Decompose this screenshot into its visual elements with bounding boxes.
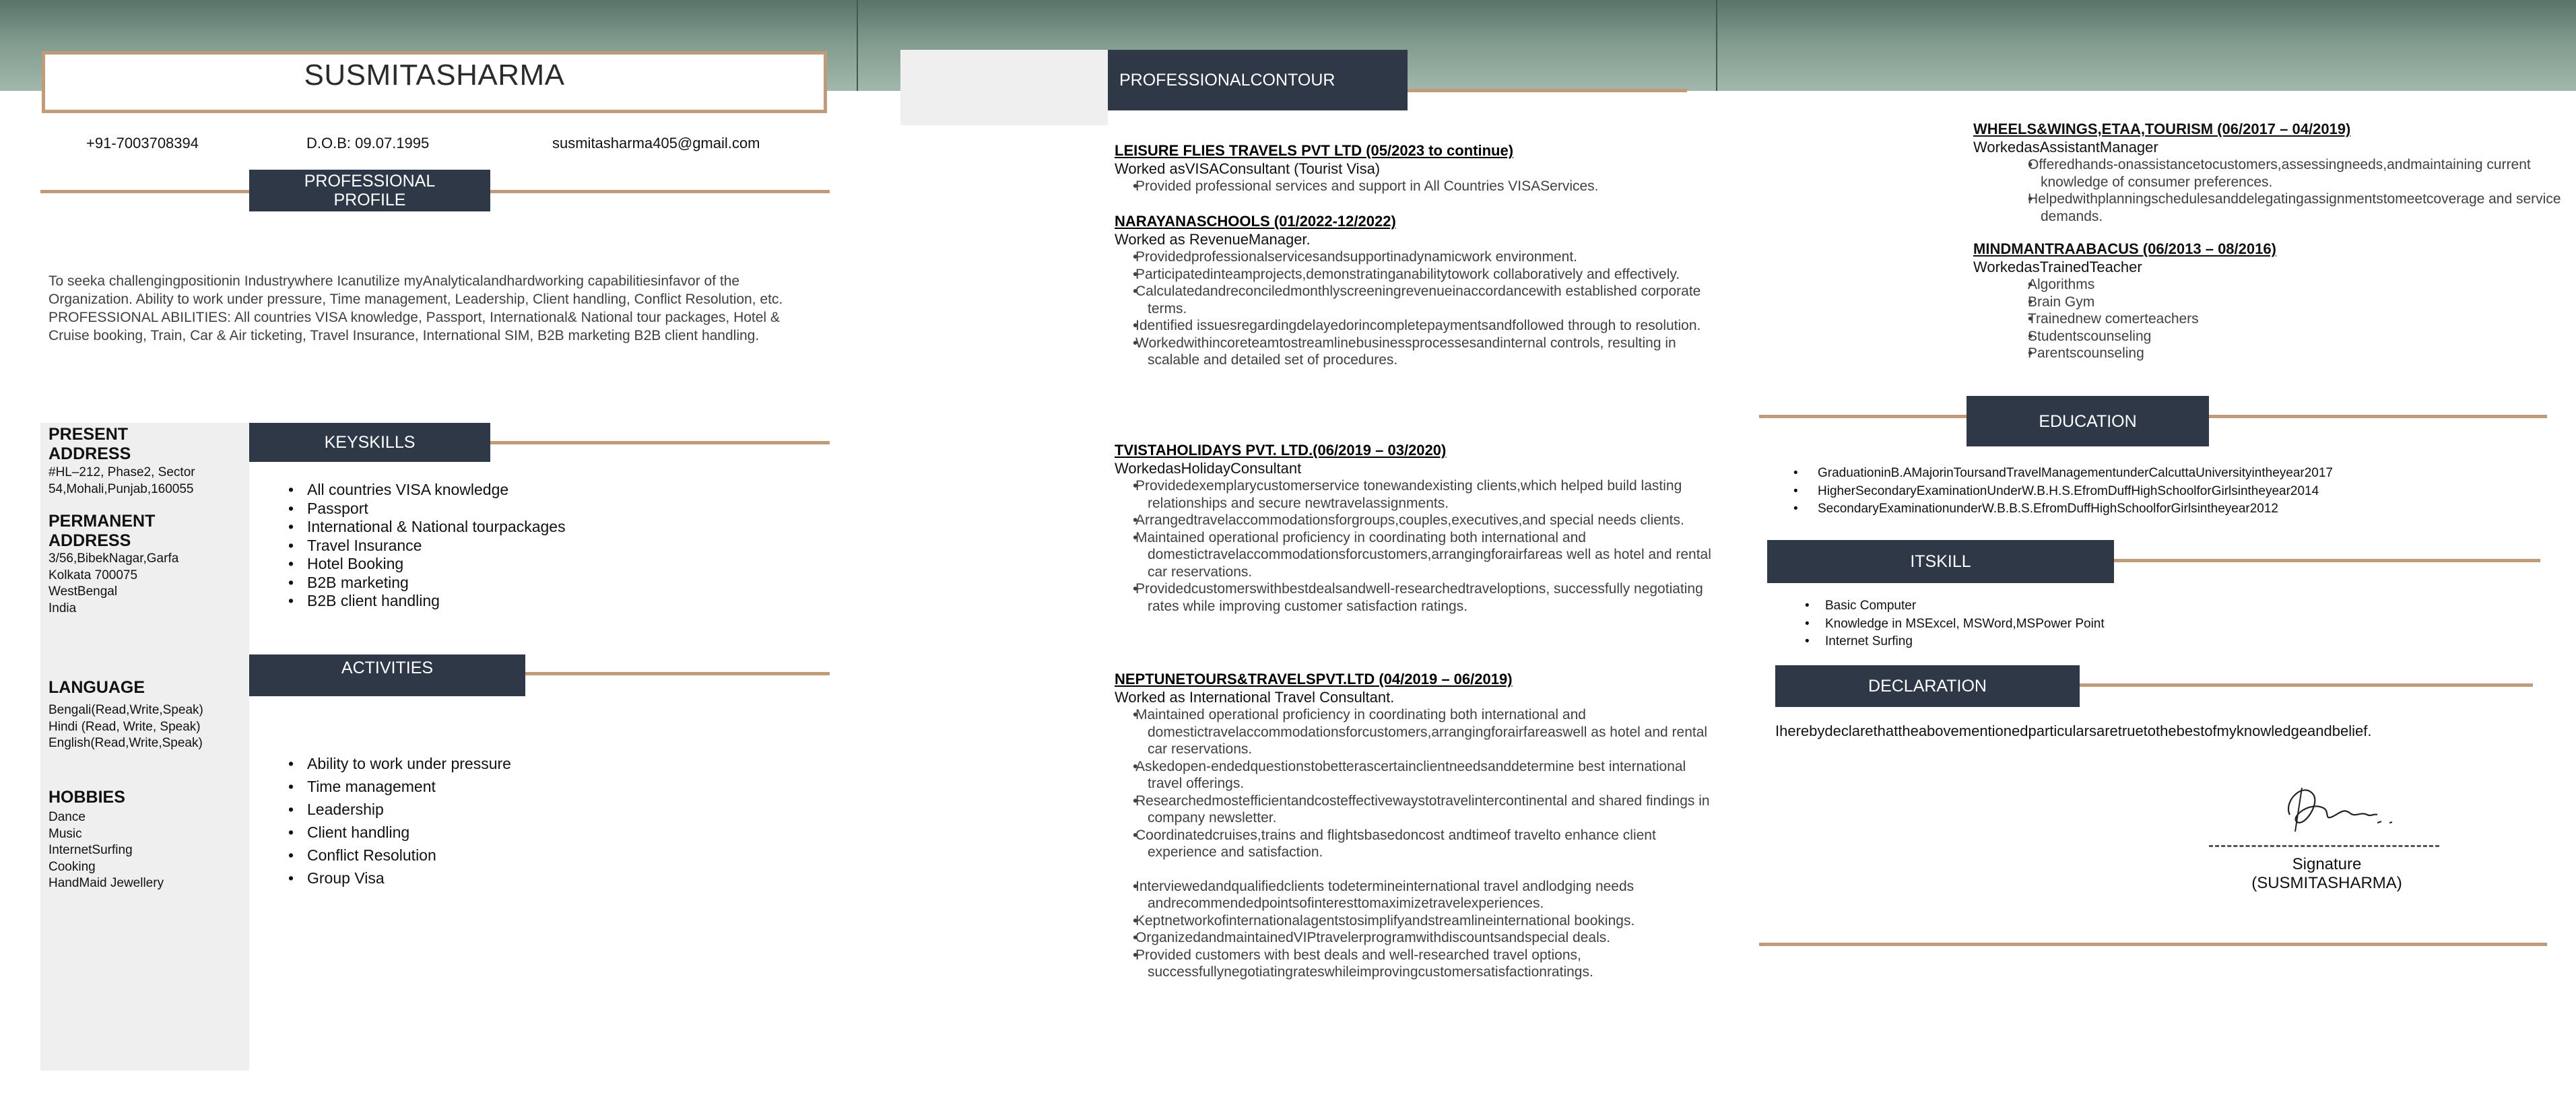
email-address: susmitasharma405@gmail.com <box>552 135 760 152</box>
job-role: Worked asVISAConsultant (Tourist Visa) <box>1115 160 1381 177</box>
education-heading <box>1967 396 2209 446</box>
job-duties <box>1973 276 2576 362</box>
duty-item: • Studentscounseling <box>1973 328 2576 345</box>
job-duties <box>1115 178 1721 195</box>
heading-line: ADDRESS <box>48 531 131 550</box>
heading-text: PROFILE <box>333 191 406 209</box>
declaration-text: Iherebydeclarethattheabovementionedparticularsaretruetothebestofmyknowledgeandbelief. <box>1775 722 2372 739</box>
activity-item: • Conflict Resolution <box>288 844 511 867</box>
skill-item: • International & National tourpackages <box>288 518 566 537</box>
language-list <box>48 702 203 752</box>
job-duties <box>1115 248 1721 369</box>
heading-line: PERMANENT <box>48 512 156 531</box>
skill-item: • Passport <box>288 500 566 518</box>
skill-item: • B2B marketing <box>288 574 566 593</box>
hobby-item: InternetSurfing <box>48 843 133 857</box>
education-item: • SecondaryExaminationunderW.B.B.S.EfromDuffHighSchoolforGirlsintheyear2012 <box>1793 500 2333 518</box>
activity-item: • Ability to work under pressure <box>288 752 511 775</box>
heading-line: ADDRESS <box>48 444 131 463</box>
duty-item: • Providedexemplarycustomerservice tonewandexisting clients,which helped build lasting relationships and secure newtravelassignments. <box>1115 477 1721 512</box>
duty-item: • Researchedmostefficientandcosteffectivewaystotravelintercontinental and shared findings in company newsletter. <box>1115 793 1721 827</box>
heading-text: PROFESSIONALCONTOUR <box>1119 71 1335 90</box>
skill-item: • Travel Insurance <box>288 537 566 556</box>
job-block <box>1115 670 1721 981</box>
language-heading: LANGUAGE <box>48 678 145 697</box>
education-item: • GraduationinB.AMajorinToursandTravelManagementunderCalcuttaUniversityintheyear2017 <box>1793 465 2333 483</box>
heading-text: ITSKILL <box>1910 552 1971 571</box>
education-list <box>1793 465 2333 518</box>
skill-item: • B2B client handling <box>288 592 566 611</box>
present-address-heading <box>48 425 131 464</box>
duty-item: • Arrangedtravelaccommodationsforgroups,couples,executives,and special needs clients. <box>1115 512 1721 529</box>
activity-item: • Client handling <box>288 821 511 844</box>
phone-number: +91-7003708394 <box>86 135 199 152</box>
hobby-item: Dance <box>48 810 86 824</box>
job-duties <box>1973 156 2576 225</box>
heading-line: PRESENT <box>48 425 129 444</box>
duty-item: • Providedcustomerswithbestdealsandwell-researchedtraveloptions, successfully negotiating rates while improving customer satisfaction ratings. <box>1115 580 1721 615</box>
duty-item: • Trainednew comerteachers <box>1973 310 2576 328</box>
address-line: #HL–212, Phase2, Sector <box>48 465 195 479</box>
job-block <box>1115 441 1721 615</box>
job-role: Worked as RevenueManager. <box>1115 231 1311 248</box>
present-address <box>48 465 195 498</box>
key-skills-list <box>288 481 566 611</box>
hobbies-heading: HOBBIES <box>48 788 125 807</box>
job-block <box>1973 120 2576 225</box>
job-company: NEPTUNETOURS&TRAVELSPVT.LTD (04/2019 – 06/2019) <box>1115 671 1513 687</box>
spacer <box>1115 861 1721 878</box>
page-separator <box>857 0 858 91</box>
duty-item: • Maintained operational proficiency in coordinating both international and domestictravelaccommodationsforcustomers,arrangingforairfareaswell as hotel and rental car reservations. <box>1115 706 1721 758</box>
it-skills-list <box>1805 597 2105 651</box>
duty-item: • Workedwithincoreteamtostreamlinebusinessprocessesandinternal controls, resulting in scalable and detailed set of procedures. <box>1115 335 1721 369</box>
heading-text: ACTIVITIES <box>341 659 434 677</box>
permanent-address <box>48 551 178 617</box>
activity-item: • Group Visa <box>288 867 511 889</box>
address-line: WestBengal <box>48 584 118 599</box>
duty-item: • Algorithms <box>1973 276 2576 294</box>
hobby-item: HandMaid Jewellery <box>48 876 164 890</box>
job-role: WorkedasHolidayConsultant <box>1115 460 1302 477</box>
signature-name: (SUSMITASHARMA) <box>2251 874 2402 892</box>
signature-line <box>2209 845 2439 847</box>
address-line: 3/56,BibekNagar,Garfa <box>48 551 179 566</box>
job-role: WorkedasTrainedTeacher <box>1973 259 2142 275</box>
skill-item: • All countries VISA knowledge <box>288 481 566 500</box>
hobbies-list <box>48 809 164 892</box>
duty-item: • Identified issuesregardingdelayedorincompletepaymentsandfollowed through to resolution. <box>1115 317 1721 335</box>
duty-item: • Coordinatedcruises,trains and flightsbasedoncost andtimeof travelto enhance client experience and satisfaction. <box>1115 827 1721 861</box>
duty-item: • Helpedwithplanningschedulesanddelegatingassignmentstomeetcoverage and service demands. <box>1973 191 2576 225</box>
language-item: English(Read,Write,Speak) <box>48 736 203 750</box>
job-role: Worked as International Travel Consultant. <box>1115 689 1395 706</box>
job-company: NARAYANASCHOOLS (01/2022-12/2022) <box>1115 213 1396 230</box>
education-item: • HigherSecondaryExaminationUnderW.B.H.S.EfromDuffHighSchoolforGirlsintheyear2014 <box>1793 483 2333 501</box>
duty-item: • Calculatedandreconciledmonthlyscreeningrevenueinaccordancewith established corporate terms. <box>1115 283 1721 317</box>
hobby-item: Music <box>48 826 82 841</box>
date-of-birth: D.O.B: 09.07.1995 <box>306 135 430 152</box>
skill-item: • Hotel Booking <box>288 555 566 574</box>
it-skill-item: • Internet Surfing <box>1805 633 2105 651</box>
candidate-name: SUSMITASHARMA <box>304 59 565 92</box>
signature-label: Signature <box>2292 855 2362 873</box>
activities-list <box>288 752 511 889</box>
name-box <box>42 51 827 113</box>
job-company: WHEELS&WINGS,ETAA,TOURISM (06/2017 – 04/2019) <box>1973 121 2351 137</box>
job-duties <box>1115 477 1721 615</box>
duty-item: • Interviewedandqualifiedclients todetermineinternational travel andlodging needs andrecommendedpointsofinteresttomaximizetravelexperiences. <box>1115 878 1721 912</box>
job-role: WorkedasAssistantManager <box>1973 139 2158 156</box>
duty-item: • Maintained operational proficiency in coordinating both international and domestictravelaccommodationsforcustomers,arrangingforairfareas well as hotel and rental car reservations. <box>1115 529 1721 581</box>
duty-item: • Parentscounseling <box>1973 345 2576 362</box>
language-item: Hindi (Read, Write, Speak) <box>48 719 201 734</box>
activity-item: • Time management <box>288 775 511 798</box>
language-item: Bengali(Read,Write,Speak) <box>48 703 203 717</box>
duty-item: • Provided customers with best deals and well-researched travel options, successfullynegotiatingrateswhileimprovingcustomersatisfactionratings. <box>1115 947 1721 981</box>
activities-heading <box>249 654 525 696</box>
address-line: Kolkata 700075 <box>48 568 138 582</box>
it-skill-item: • Knowledge in MSExcel, MSWord,MSPower Point <box>1805 615 2105 634</box>
job-company: TVISTAHOLIDAYS PVT. LTD.(06/2019 – 03/2020) <box>1115 442 1447 459</box>
page-separator <box>1716 0 1717 91</box>
duty-item: • Brain Gym <box>1973 294 2576 311</box>
professional-contour-heading <box>1108 50 1408 110</box>
career-objective: To seeka challengingpositionin Industrywhere Icanutilize myAnalyticalandhardworking capabilitiesinfavor of the Organization. Ability to work under pressure, Time management, Leadership, Client handling, Conflict Resolution, etc. PROFESSIONAL ABILITIES: All countries VISA knowledge, Passport, International& National tour packages, Hotel & Cruise booking, Train, Car & Air ticketing, Travel Insurance, International SIM, B2B marketing B2B client handling. <box>48 273 783 343</box>
job-duties <box>1115 878 1721 981</box>
grey-panel <box>900 50 1108 125</box>
key-skills-heading <box>249 423 490 462</box>
address-line: India <box>48 601 77 615</box>
divider-line <box>1759 943 2547 946</box>
hobby-item: Cooking <box>48 859 96 874</box>
signature-block <box>2222 855 2431 893</box>
signature-image <box>2276 774 2404 838</box>
professional-profile-heading <box>249 170 490 211</box>
heading-text: PROFESSIONAL <box>304 172 436 191</box>
duty-item: • Provided professional services and support in All Countries VISAServices. <box>1115 178 1721 195</box>
heading-text: KEYSKILLS <box>324 433 416 452</box>
declaration-heading <box>1775 665 2080 707</box>
activity-item: • Leadership <box>288 798 511 821</box>
job-company: MINDMANTRAABACUS (06/2013 – 08/2016) <box>1973 240 2276 257</box>
heading-text: EDUCATION <box>2039 411 2137 431</box>
job-block <box>1973 240 2576 362</box>
duty-item: • Askedopen-endedquestionstobetterascertainclientneedsanddetermine best international travel offerings. <box>1115 758 1721 793</box>
job-block <box>1115 141 1721 195</box>
heading-text: DECLARATION <box>1868 677 1987 696</box>
duty-item: • Keptnetworkofinternationalagentstosimplifyandstreamlineinternational bookings. <box>1115 912 1721 930</box>
it-skill-item: • Basic Computer <box>1805 597 2105 615</box>
address-line: 54,Mohali,Punjab,160055 <box>48 481 194 496</box>
duty-item: • Providedprofessionalservicesandsupportinadynamicwork environment. <box>1115 248 1721 266</box>
duty-item: • Participatedinteamprojects,demonstratinganabilitytowork collaboratively and effectively. <box>1115 266 1721 283</box>
job-company: LEISURE FLIES TRAVELS PVT LTD (05/2023 to continue) <box>1115 142 1514 159</box>
job-block <box>1115 212 1721 369</box>
job-duties <box>1115 706 1721 861</box>
permanent-address-heading <box>48 512 155 551</box>
it-skill-heading <box>1767 540 2114 583</box>
duty-item: • Offeredhands-onassistancetocustomers,assessingneeds,andmaintaining current knowledge of consumer preferences. <box>1973 156 2576 191</box>
duty-item: • OrganizedandmaintainedVIPtravelerprogramwithdiscountsandspecial deals. <box>1115 929 1721 947</box>
